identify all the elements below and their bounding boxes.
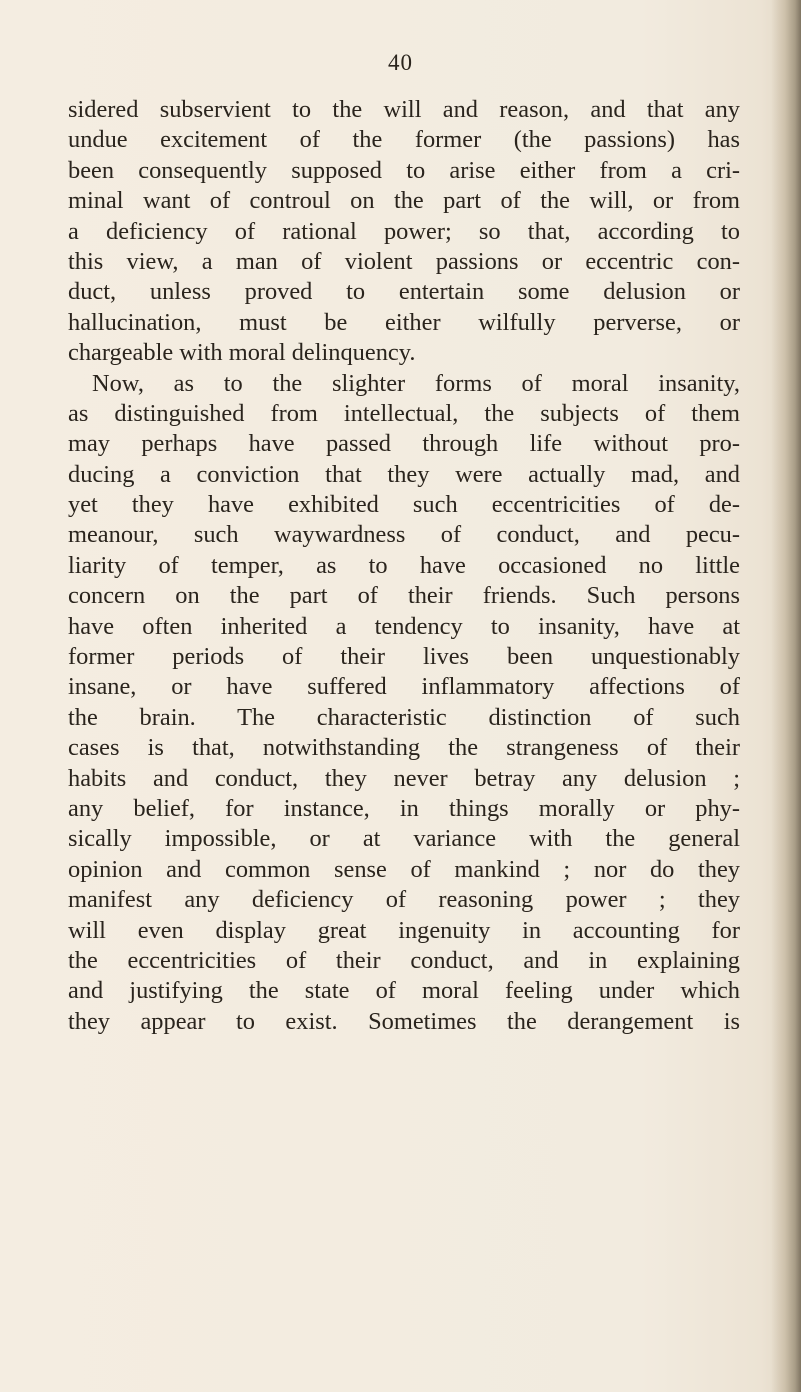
text-line: opinion and common sense of mankind ; nor do they <box>68 855 740 883</box>
paragraph-start-line: Now, as to the slighter forms of moral insanity, <box>92 369 740 397</box>
text-line: habits and conduct, they never betray any delusion ; <box>68 764 740 792</box>
text-line: undue excitement of the former (the passions) has <box>68 126 740 154</box>
text-line: sically impossible, or at variance with the general <box>68 825 740 853</box>
text-line: former periods of their lives been unquestionably <box>68 643 740 671</box>
text-line: have often inherited a tendency to insanity, have at <box>68 612 740 640</box>
text-line: cases is that, notwithstanding the strangeness of their <box>68 734 740 762</box>
text-line: insane, or have suffered inflammatory affections of <box>68 673 740 701</box>
text-line: a deficiency of rational power; so that, according to <box>68 217 740 245</box>
text-line: chargeable with moral delinquency. <box>68 339 416 367</box>
body-text <box>68 95 740 1037</box>
text-line: the eccentricities of their conduct, and in explaining <box>68 946 740 974</box>
text-line: any belief, for instance, in things morally or phy- <box>68 794 740 822</box>
text-line: yet they have exhibited such eccentricities of de- <box>68 491 740 519</box>
text-line: meanour, such waywardness of conduct, and pecu- <box>68 521 740 549</box>
text-line: minal want of controul on the part of the will, or from <box>68 187 740 215</box>
text-line: ducing a conviction that they were actually mad, and <box>68 460 740 488</box>
text-line: sidered subservient to the will and reason, and that any <box>68 96 740 123</box>
text-line: they appear to exist. Sometimes the derangement is <box>68 1007 740 1035</box>
text-line: the brain. The characteristic distinction of such <box>68 703 740 731</box>
text-line: been consequently supposed to arise either from a cri- <box>68 156 740 184</box>
text-line: will even display great ingenuity in accounting for <box>68 916 740 944</box>
text-line: duct, unless proved to entertain some delusion or <box>68 278 740 306</box>
text-line: hallucination, must be either wilfully perverse, or <box>68 308 740 336</box>
text-line: as distinguished from intellectual, the subjects of them <box>68 399 740 427</box>
text-line: and justifying the state of moral feeling under which <box>68 977 740 1005</box>
text-line: may perhaps have passed through life without pro- <box>68 430 740 458</box>
page-binding-shadow <box>771 0 801 1392</box>
text-line: manifest any deficiency of reasoning power ; they <box>68 886 740 914</box>
text-line: liarity of temper, as to have occasioned no little <box>68 551 740 579</box>
text-line: this view, a man of violent passions or eccentric con- <box>68 247 740 275</box>
text-line: concern on the part of their friends. Such persons <box>68 582 740 610</box>
page-number: 40 <box>388 50 413 75</box>
